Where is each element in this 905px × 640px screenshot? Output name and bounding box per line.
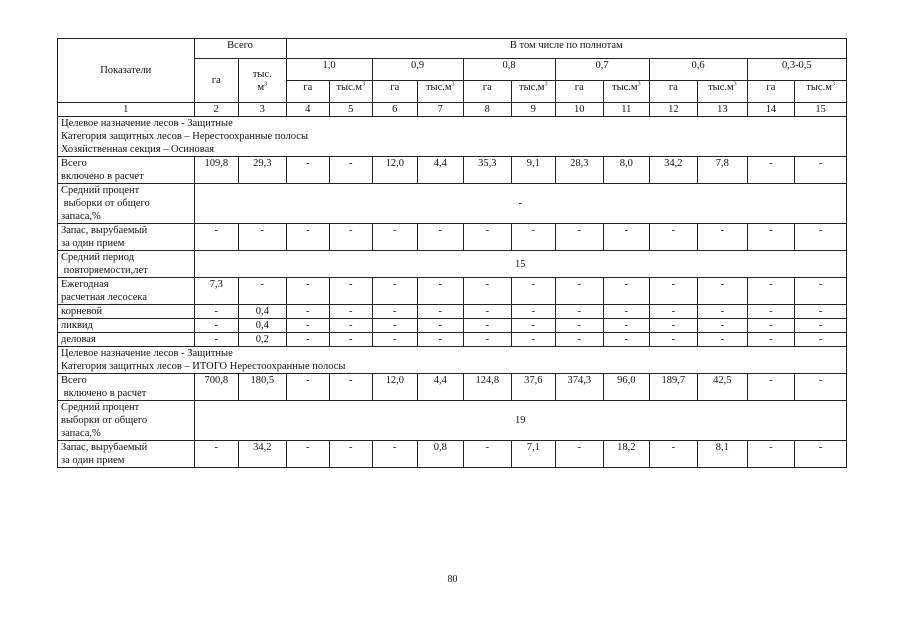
row-label-line: Всего (61, 158, 87, 169)
value-cell: - (747, 278, 795, 305)
header-indicators: Показатели (58, 39, 195, 103)
value-cell: - (649, 305, 698, 319)
table-row (58, 401, 847, 441)
header-row-numbers (58, 103, 847, 117)
value-cell: 29,3 (239, 157, 287, 184)
header-row-top (58, 39, 847, 59)
value-cell: - (512, 224, 555, 251)
row-label-line: включено в расчет (61, 171, 144, 182)
value-cell: - (286, 333, 329, 347)
table-body (58, 39, 847, 468)
value-cell: - (795, 157, 847, 184)
value-cell: - (649, 224, 698, 251)
value-cell: - (555, 441, 604, 468)
value-cell: - (194, 441, 238, 468)
value-cell: 8,1 (698, 441, 748, 468)
value-cell: - (795, 374, 847, 401)
header-density-1: 1,0 (286, 59, 372, 81)
row-label (58, 251, 195, 278)
value-cell: - (418, 224, 464, 251)
value-cell: 700,8 (194, 374, 238, 401)
value-cell: - (194, 224, 238, 251)
value-cell: - (463, 278, 512, 305)
value-cell: - (330, 157, 372, 184)
table-row (58, 374, 847, 401)
value-cell: - (747, 333, 795, 347)
row-label-line: запаса,% (61, 428, 101, 439)
value-cell: - (795, 319, 847, 333)
header-total-ha: га (194, 59, 238, 103)
value-cell: 0,4 (239, 305, 287, 319)
value-cell: - (649, 278, 698, 305)
value-cell: - (604, 305, 650, 319)
row-label (58, 157, 195, 184)
merged-value: 19 (194, 401, 846, 441)
header-unit-ha: га (555, 81, 604, 103)
value-cell: 18,2 (604, 441, 650, 468)
header-unit-thous-base: тыс.м (612, 82, 638, 93)
row-label-line: корневой (61, 306, 103, 317)
row-label-line: расчетная лесосека (61, 292, 148, 303)
value-cell: - (330, 441, 372, 468)
value-cell: - (747, 305, 795, 319)
value-cell: - (330, 374, 372, 401)
row-label-line: включено в расчет (61, 388, 147, 399)
column-number: 5 (330, 103, 372, 117)
value-cell: - (418, 278, 464, 305)
value-cell: 42,5 (698, 374, 748, 401)
value-cell: - (555, 278, 604, 305)
header-density-5: 0,6 (649, 59, 747, 81)
row-label (58, 401, 195, 441)
column-number: 13 (698, 103, 748, 117)
row-label (58, 333, 195, 347)
value-cell: 7,8 (698, 157, 748, 184)
header-unit-thous-sup: 3 (362, 81, 366, 88)
header-unit-ha: га (372, 81, 418, 103)
value-cell: - (372, 319, 418, 333)
value-cell: - (512, 278, 555, 305)
value-cell: - (372, 441, 418, 468)
value-cell: - (747, 319, 795, 333)
header-unit-thous (604, 81, 650, 103)
section-header (58, 347, 847, 374)
value-cell: - (463, 441, 512, 468)
value-cell: - (747, 224, 795, 251)
value-cell: 12,0 (372, 157, 418, 184)
row-label-line: запаса,% (61, 211, 101, 222)
value-cell: - (604, 224, 650, 251)
column-number: 8 (463, 103, 512, 117)
value-cell: - (698, 224, 748, 251)
value-cell: - (418, 319, 464, 333)
row-label (58, 278, 195, 305)
value-cell: - (649, 441, 698, 468)
value-cell: 34,2 (649, 157, 698, 184)
value-cell: - (330, 224, 372, 251)
value-cell: 4,4 (418, 157, 464, 184)
row-label-line: ликвид (61, 320, 93, 331)
value-cell: 124,8 (463, 374, 512, 401)
value-cell: 34,2 (239, 441, 287, 468)
header-unit-ha: га (463, 81, 512, 103)
row-label-line: за один прием (61, 238, 125, 249)
table-row (58, 184, 847, 224)
table-row (58, 224, 847, 251)
value-cell: - (649, 333, 698, 347)
header-unit-thous (698, 81, 748, 103)
value-cell: - (286, 441, 329, 468)
value-cell: - (555, 224, 604, 251)
section-header-line: Категория защитных лесов – ИТОГО Нерестоохранные полосы (61, 361, 346, 372)
value-cell: 35,3 (463, 157, 512, 184)
column-number: 15 (795, 103, 847, 117)
value-cell: 37,6 (512, 374, 555, 401)
value-cell: 0,4 (239, 319, 287, 333)
row-label (58, 374, 195, 401)
value-cell: - (649, 319, 698, 333)
row-label-line: Ежегодная (61, 279, 109, 290)
merged-value: 15 (194, 251, 846, 278)
value-cell: - (330, 305, 372, 319)
header-unit-ha: га (286, 81, 329, 103)
row-label-line: за один прием (61, 455, 125, 466)
value-cell: - (286, 305, 329, 319)
header-total-thous-unit: м (257, 81, 265, 93)
header-unit-thous-base: тыс.м (806, 82, 832, 93)
value-cell: - (330, 319, 372, 333)
header-unit-thous (330, 81, 372, 103)
forest-table (57, 38, 847, 468)
table-row (58, 333, 847, 347)
value-cell: - (512, 319, 555, 333)
table-row (58, 305, 847, 319)
section-header-line: Целевое назначение лесов - Защитные (61, 118, 233, 129)
table-row (58, 319, 847, 333)
section-header-row (58, 347, 847, 374)
value-cell: - (372, 278, 418, 305)
value-cell: - (604, 278, 650, 305)
header-unit-ha: га (747, 81, 795, 103)
row-label-line: Средний процент (61, 402, 140, 413)
value-cell: 189,7 (649, 374, 698, 401)
table-row (58, 441, 847, 468)
value-cell: 374,3 (555, 374, 604, 401)
value-cell: - (330, 333, 372, 347)
value-cell: - (418, 305, 464, 319)
column-number: 9 (512, 103, 555, 117)
value-cell: 8,0 (604, 157, 650, 184)
table-row (58, 157, 847, 184)
header-total-thous (239, 59, 287, 103)
header-unit-thous (418, 81, 464, 103)
header-unit-thous (795, 81, 847, 103)
value-cell: 9,1 (512, 157, 555, 184)
header-unit-thous-sup: 3 (831, 81, 835, 88)
value-cell: - (239, 224, 287, 251)
header-unit-ha: га (649, 81, 698, 103)
row-label-line: Средний период (61, 252, 135, 263)
page-number: 80 (447, 574, 458, 585)
value-cell: - (286, 157, 329, 184)
value-cell: 7,3 (194, 278, 238, 305)
column-number: 4 (286, 103, 329, 117)
header-unit-thous-sup: 3 (544, 81, 548, 88)
value-cell: - (795, 333, 847, 347)
value-cell: - (698, 278, 748, 305)
value-cell: - (604, 333, 650, 347)
header-total-thous-base: тыс. (252, 68, 272, 80)
section-header-line: Категория защитных лесов – Нерестоохранные полосы (61, 131, 309, 142)
row-label-line: Запас, вырубаемый (61, 442, 148, 453)
value-cell: - (463, 305, 512, 319)
section-header (58, 117, 847, 157)
value-cell: 180,5 (239, 374, 287, 401)
value-cell: - (512, 305, 555, 319)
column-number: 11 (604, 103, 650, 117)
row-label (58, 319, 195, 333)
merged-value: - (194, 184, 846, 224)
value-cell: - (555, 333, 604, 347)
value-cell: - (795, 278, 847, 305)
row-label-line: выборки от общего (61, 198, 150, 209)
header-by-density: В том числе по полнотам (286, 39, 846, 59)
header-unit-thous-base: тыс.м (518, 82, 545, 93)
header-density-3: 0,8 (463, 59, 555, 81)
column-number: 2 (194, 103, 238, 117)
header-unit-thous-sup: 3 (637, 81, 641, 88)
value-cell: - (795, 224, 847, 251)
value-cell: - (286, 224, 329, 251)
value-cell: 4,4 (418, 374, 464, 401)
value-cell: - (698, 333, 748, 347)
value-cell: 109,8 (194, 157, 238, 184)
header-density-6: 0,3-0,5 (747, 59, 846, 81)
value-cell: - (512, 333, 555, 347)
value-cell: - (418, 333, 464, 347)
header-unit-thous (512, 81, 555, 103)
value-cell: - (286, 319, 329, 333)
header-total: Всего (194, 39, 286, 59)
column-number: 3 (239, 103, 287, 117)
table-row (58, 278, 847, 305)
header-density-4: 0,7 (555, 59, 649, 81)
row-label (58, 224, 195, 251)
header-unit-thous-sup: 3 (451, 81, 455, 88)
row-label (58, 441, 195, 468)
value-cell: 96,0 (604, 374, 650, 401)
value-cell: - (372, 305, 418, 319)
value-cell: - (330, 278, 372, 305)
header-unit-thous-base: тыс.м (425, 82, 452, 93)
header-unit-thous-sup: 3 (733, 81, 737, 88)
value-cell: - (463, 224, 512, 251)
value-cell: - (372, 224, 418, 251)
value-cell: - (747, 374, 795, 401)
table-row (58, 251, 847, 278)
value-cell: - (698, 305, 748, 319)
column-number: 1 (58, 103, 195, 117)
value-cell: - (286, 278, 329, 305)
value-cell: 0,8 (418, 441, 464, 468)
value-cell: - (239, 278, 287, 305)
row-label-line: повторяемости,лет (61, 265, 148, 276)
column-number: 10 (555, 103, 604, 117)
section-header-row (58, 117, 847, 157)
value-cell: - (194, 305, 238, 319)
row-label (58, 184, 195, 224)
row-label-line: деловая (61, 334, 96, 345)
value-cell: - (194, 333, 238, 347)
value-cell: 28,3 (555, 157, 604, 184)
value-cell: 0,2 (239, 333, 287, 347)
row-label-line: Запас, вырубаемый (61, 225, 148, 236)
header-density-2: 0,9 (372, 59, 463, 81)
value-cell: - (795, 305, 847, 319)
header-unit-thous-base: тыс.м (708, 82, 734, 93)
value-cell: 7,1 (512, 441, 555, 468)
section-header-line: Хозяйственная секция – Осиновая (61, 144, 215, 155)
column-number: 12 (649, 103, 698, 117)
row-label-line: Всего (61, 375, 87, 386)
value-cell: - (555, 305, 604, 319)
value-cell: 12,0 (372, 374, 418, 401)
value-cell: - (747, 157, 795, 184)
value-cell: - (372, 333, 418, 347)
row-label-line: выборки от общего (61, 415, 148, 426)
column-number: 14 (747, 103, 795, 117)
value-cell: - (698, 319, 748, 333)
header-unit-thous-base: тыс.м (336, 82, 363, 93)
header-total-thous-sup: 3 (264, 81, 268, 87)
value-cell: - (463, 319, 512, 333)
value-cell: - (747, 441, 795, 468)
value-cell: - (463, 333, 512, 347)
value-cell: - (194, 319, 238, 333)
value-cell: - (604, 319, 650, 333)
section-header-line: Целевое назначение лесов - Защитные (61, 348, 233, 359)
column-number: 6 (372, 103, 418, 117)
value-cell: - (286, 374, 329, 401)
column-number: 7 (418, 103, 464, 117)
row-label-line: Средний процент (61, 185, 140, 196)
row-label (58, 305, 195, 319)
value-cell: - (555, 319, 604, 333)
value-cell: - (795, 441, 847, 468)
